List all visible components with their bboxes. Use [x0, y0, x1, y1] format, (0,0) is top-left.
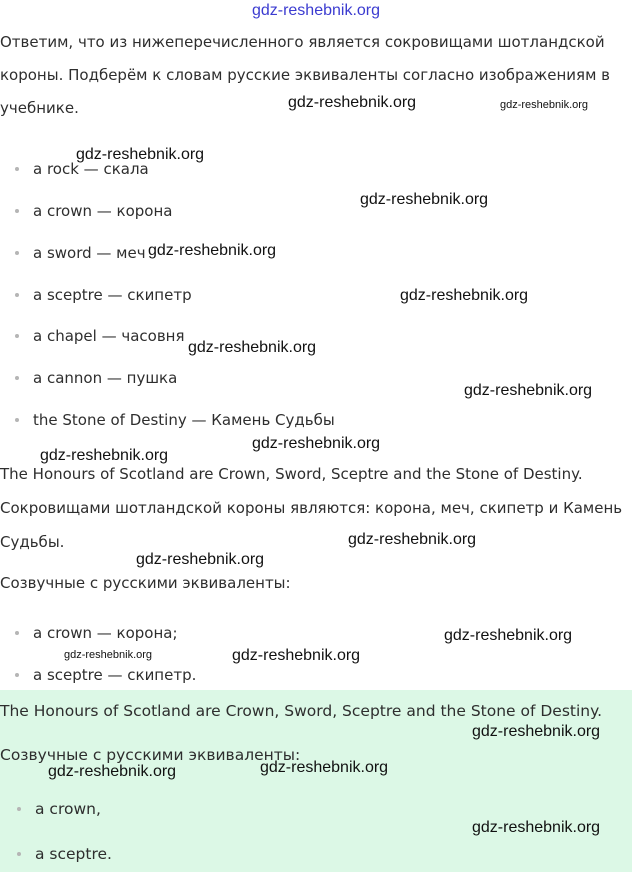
russian-line-1: Сокровищами шотландской короны являются: корона, меч, скипетр и Камень: [0, 499, 623, 517]
watermark: gdz-reshebnik.org: [288, 94, 417, 111]
list-item-text: a crown — корона;: [33, 624, 178, 642]
watermark: gdz-reshebnik.org: [148, 242, 277, 259]
intro-line-3: учебнике.: [0, 99, 79, 117]
bullet-icon: [15, 376, 19, 380]
watermark: gdz-reshebnik.org: [444, 627, 573, 644]
header-watermark: gdz-reshebnik.org: [251, 2, 381, 19]
watermark: gdz-reshebnik.org: [464, 382, 593, 399]
answer-box: [0, 690, 632, 872]
watermark: gdz-reshebnik.org: [64, 649, 153, 661]
watermark: gdz-reshebnik.org: [260, 759, 389, 776]
list-item: [15, 666, 196, 684]
list-item: [15, 369, 177, 387]
bullet-icon: [15, 673, 19, 677]
watermark: gdz-reshebnik.org: [188, 339, 317, 356]
bullet-icon: [17, 852, 21, 856]
list-item: [15, 286, 192, 304]
english-sentence: The Honours of Scotland are Crown, Sword, Sceptre and the Stone of Destiny.: [0, 465, 583, 483]
list-item-text: a cannon — пушка: [33, 369, 178, 387]
list-item: [15, 244, 146, 262]
list-item-text: a sceptre — скипетр: [33, 286, 192, 304]
watermark: gdz-reshebnik.org: [472, 819, 601, 836]
list-item: [15, 202, 172, 220]
watermark: gdz-reshebnik.org: [360, 191, 489, 208]
intro-line-1: Ответим, что из нижеперечисленного является сокровищами шотландской: [0, 33, 605, 51]
watermark: gdz-reshebnik.org: [40, 447, 169, 464]
bullet-icon: [15, 251, 19, 255]
watermark: gdz-reshebnik.org: [348, 531, 477, 548]
watermark: gdz-reshebnik.org: [136, 551, 265, 568]
intro-line-2: короны. Подберём к словам русские эквиваленты согласно изображениям в: [0, 66, 610, 84]
list-item: [17, 845, 112, 863]
bullet-icon: [15, 293, 19, 297]
list-item-text: a crown,: [35, 800, 101, 818]
watermark: gdz-reshebnik.org: [500, 99, 589, 111]
list-item: [15, 411, 335, 429]
watermark: gdz-reshebnik.org: [48, 763, 177, 780]
list-item: [17, 800, 101, 818]
bullet-icon: [15, 631, 19, 635]
russian-line-2: Судьбы.: [0, 533, 65, 551]
list-item-text: a sceptre.: [35, 845, 112, 863]
bullet-icon: [15, 334, 19, 338]
bullet-icon: [17, 807, 21, 811]
consonant-heading: Созвучные с русскими эквиваленты:: [0, 574, 291, 592]
list-item: [15, 624, 178, 642]
bullet-icon: [15, 209, 19, 213]
watermark: gdz-reshebnik.org: [400, 287, 529, 304]
list-item: [15, 327, 185, 345]
answer-heading: Созвучные с русскими эквиваленты:: [0, 746, 301, 764]
list-item-text: a chapel — часовня: [33, 327, 185, 345]
bullet-icon: [15, 418, 19, 422]
watermark: gdz-reshebnik.org: [252, 435, 381, 452]
watermark: gdz-reshebnik.org: [472, 723, 601, 740]
list-item-text: the Stone of Destiny — Камень Судьбы: [33, 411, 335, 429]
list-item-text: a sceptre — скипетр.: [33, 666, 197, 684]
bullet-icon: [15, 167, 19, 171]
list-item-text: a rock — скала: [33, 160, 149, 178]
watermark: gdz-reshebnik.org: [232, 647, 361, 664]
answer-sentence: The Honours of Scotland are Crown, Sword, Sceptre and the Stone of Destiny.: [0, 702, 603, 720]
watermark: gdz-reshebnik.org: [76, 146, 205, 163]
list-item-text: a sword — меч: [33, 244, 146, 262]
list-item-text: a crown — корона: [33, 202, 173, 220]
